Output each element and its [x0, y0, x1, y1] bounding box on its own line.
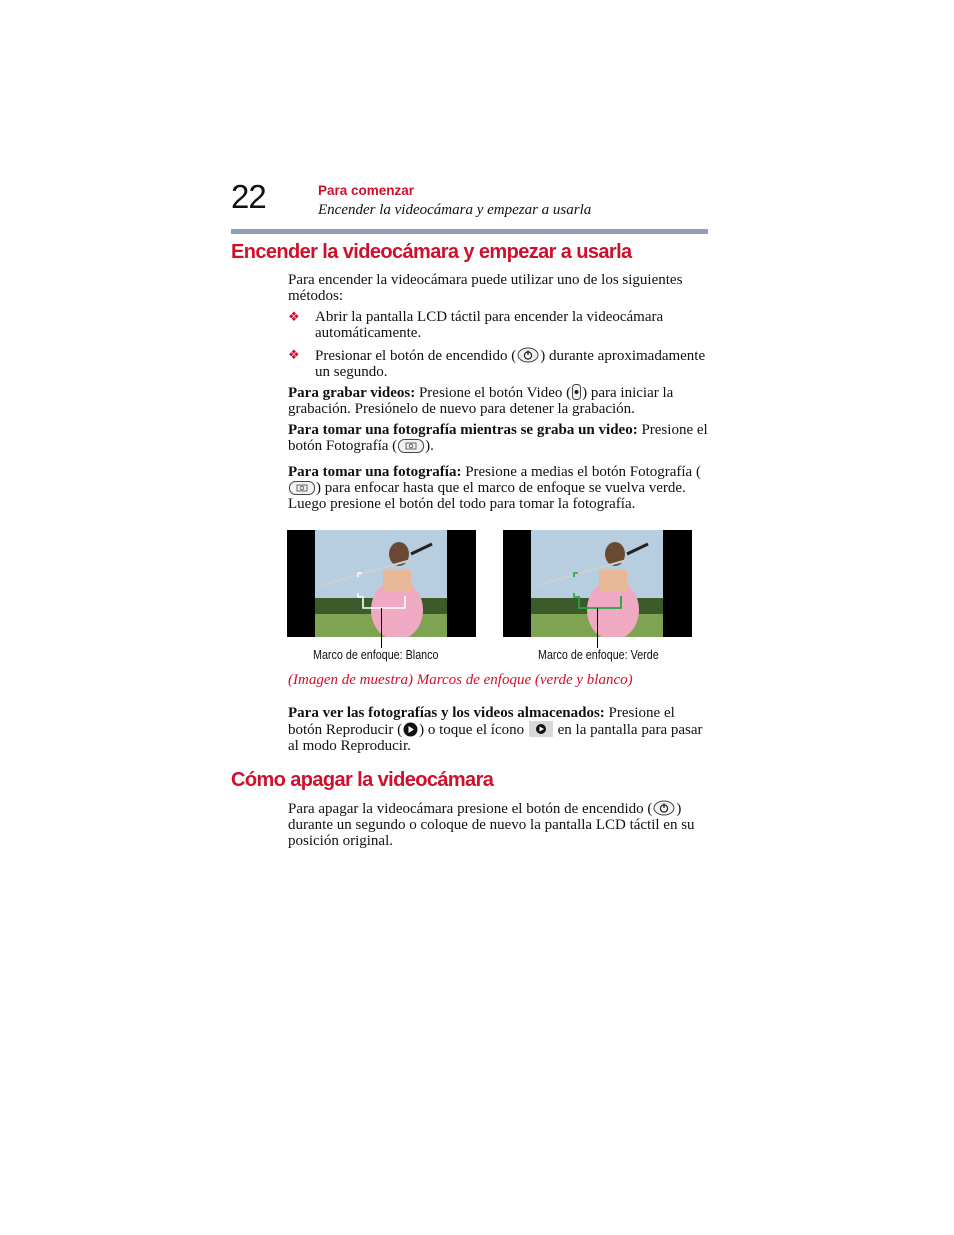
section-title-apagar: Cómo apagar la videocámara	[231, 769, 494, 791]
callout-label-white: Marco de enfoque: Blanco	[313, 648, 439, 662]
page-number: 22	[231, 178, 266, 215]
photo-button-icon	[289, 481, 315, 495]
paragraph-grabar-videos: Para grabar videos: Presione el botón Video ( ) para iniciar la grabación. Presiónelo de nuevo para detener la grabación.	[288, 385, 674, 417]
callout-line-white	[381, 608, 382, 648]
running-header-section: Para comenzar	[318, 183, 415, 198]
bullet-diamond-icon: ❖	[288, 347, 300, 362]
running-header-subtitle: Encender la videocámara y empezar a usarla	[318, 202, 592, 218]
paragraph-foto-mientras-video: Para tomar una fotografía mientras se graba un video: Presione el botón Fotografía ( ).	[288, 422, 708, 454]
header-rule	[231, 229, 708, 234]
paragraph-apagar: Para apagar la videocámara presione el botón de encendido ( ) durante un segundo o coloque de nuevo la pantalla LCD táctil en su posición original.	[288, 801, 695, 849]
section-title-encender: Encender la videocámara y empezar a usarla	[231, 241, 632, 263]
play-touch-icon	[529, 721, 553, 737]
paragraph-ver-fotografias: Para ver las fotografías y los videos almacenados: Presione el botón Reproducir ( ) o toque el ícono en la pantalla para pasar al modo Reproducir.	[288, 705, 703, 754]
paragraph-tomar-foto: Para tomar una fotografía: Presione a medias el botón Fotografía () para enfocar hasta que el marco de enfoque se vuelva verde. Luego presione el botón del todo para tomar la fotografía.	[288, 464, 701, 512]
intro-paragraph: Para encender la videocámara puede utilizar uno de los siguientes métodos:	[288, 272, 683, 304]
play-icon	[403, 722, 418, 737]
bullet-diamond-icon: ❖	[288, 309, 300, 324]
figure-caption: (Imagen de muestra) Marcos de enfoque (verde y blanco)	[288, 672, 633, 688]
power-icon	[653, 800, 675, 816]
list-item	[288, 309, 708, 341]
power-icon	[517, 347, 539, 363]
list-item: ❖ Presionar el botón de encendido ( ) durante aproximadamente un segundo.	[288, 347, 706, 380]
callout-line-green	[597, 608, 598, 648]
bullet-text: Abrir la pantalla LCD táctil para encender la videocámara automáticamente.	[315, 309, 664, 341]
callout-label-green: Marco de enfoque: Verde	[538, 648, 659, 662]
photo-button-icon	[398, 439, 424, 453]
video-button-icon	[572, 384, 581, 400]
